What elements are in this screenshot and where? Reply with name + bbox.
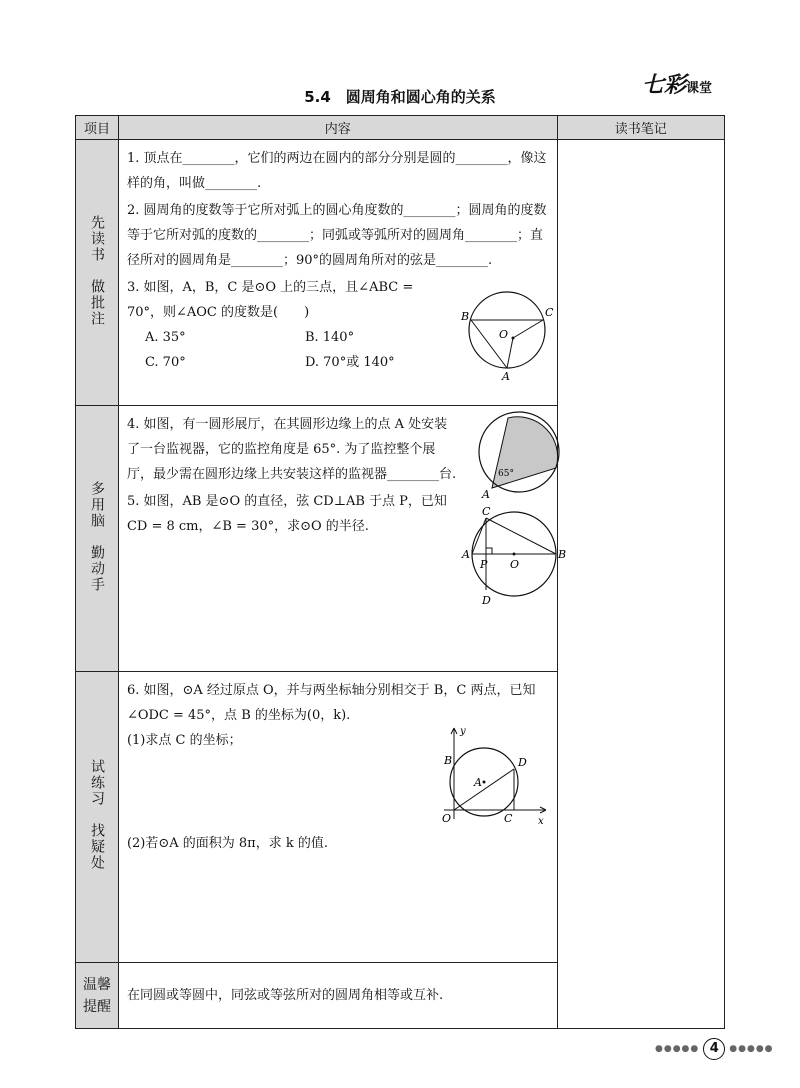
label-d: D xyxy=(481,594,491,606)
question-1: 1. 顶点在________，它们的两边在圆内的部分分别是圆的________，像这样的角，叫做________. xyxy=(126,151,547,191)
label-c: C xyxy=(481,506,491,518)
label-b: B xyxy=(460,310,470,323)
option-d: D. 70°或 140° xyxy=(304,355,395,370)
question-6: 6. 如图，⊙A 经过原点 O，并与两坐标轴分别相交于 B，C 两点，已知∠ODC = 45°，点 B 的坐标为(0，k). xyxy=(126,683,536,723)
label-c: C xyxy=(503,812,513,825)
option-c: C. 70° xyxy=(144,355,186,370)
option-b: B. 140° xyxy=(304,330,355,345)
label-o: O xyxy=(509,558,519,571)
section-preread xyxy=(118,140,557,406)
page-number-badge: ●●●●● 4 ●●●●● xyxy=(655,1038,774,1060)
label-a: A xyxy=(461,548,470,561)
col-header-content: 内容 xyxy=(118,116,557,140)
section-label: 试练习 找疑处 xyxy=(76,672,119,963)
section-label: 温馨提醒 xyxy=(76,963,119,1029)
question-3: 3. 如图，A，B，C 是⊙O 上的三点，且∠ABC = 70°，则∠AOC 的度数是( ) xyxy=(126,280,414,320)
section-label: 多用脑 勤动手 xyxy=(76,406,119,672)
angle-label: 65° xyxy=(497,469,514,479)
option-a: A. 35° xyxy=(144,330,186,345)
question-2: 2. 圆周角的度数等于它所对弧上的圆心角度数的________；圆周角的度数等于它所对弧的度数的________；同弧或等弧所对的圆周角________；直径所对的圆周角是________；90°的圆周角所对的弦是________. xyxy=(126,203,547,268)
label-a: A xyxy=(481,488,490,500)
axis-x-label: x xyxy=(537,816,544,827)
brand-logo: 七彩课堂 xyxy=(642,73,713,98)
section-reminder xyxy=(118,963,557,1029)
page-number: 4 xyxy=(703,1038,725,1060)
label-a: A xyxy=(473,776,482,789)
section-practice xyxy=(118,406,567,672)
figure-q5 xyxy=(454,506,569,606)
col-header-notes: 读书笔记 xyxy=(557,116,724,140)
label-p: P xyxy=(479,558,488,571)
question-6-part-1: (1)求点 C 的坐标； xyxy=(126,733,242,748)
question-5: 5. 如图，AB 是⊙O 的直径，弦 CD⊥AB 于点 P，已知CD = 8 cm，∠B = 30°，求⊙O 的半径. xyxy=(126,494,447,534)
col-header-item: 项目 xyxy=(76,116,119,140)
label-b: B xyxy=(443,754,453,767)
label-d: D xyxy=(517,756,527,769)
label-b: B xyxy=(557,548,567,561)
label-o: O xyxy=(441,812,451,825)
study-table xyxy=(75,115,725,1029)
question-6-part-2: (2)若⊙A 的面积为 8π，求 k 的值. xyxy=(126,836,328,851)
axis-y-label: y xyxy=(459,726,466,737)
page-title: 5.4 圆周角和圆心角的关系 xyxy=(304,88,496,106)
figure-q4 xyxy=(474,410,564,500)
notes-area[interactable] xyxy=(557,140,724,1029)
reminder-text: 在同圆或等圆中，同弦或等弦所对的圆周角相等或互补. xyxy=(126,988,444,1003)
figure-q3 xyxy=(459,290,559,380)
label-c: C xyxy=(544,306,554,319)
label-o: O xyxy=(498,328,508,341)
label-a: A xyxy=(501,370,510,380)
figure-q6 xyxy=(434,724,549,829)
section-label: 先读书 做批注 xyxy=(76,140,119,406)
question-4: 4. 如图，有一圆形展厅，在其圆形边缘上的点 A 处安装了一台监视器，它的监控角度是 65°. 为了监控整个展厅，最少需在圆形边缘上共安装这样的监视器________台. xyxy=(126,417,457,482)
section-exercise xyxy=(118,672,557,963)
